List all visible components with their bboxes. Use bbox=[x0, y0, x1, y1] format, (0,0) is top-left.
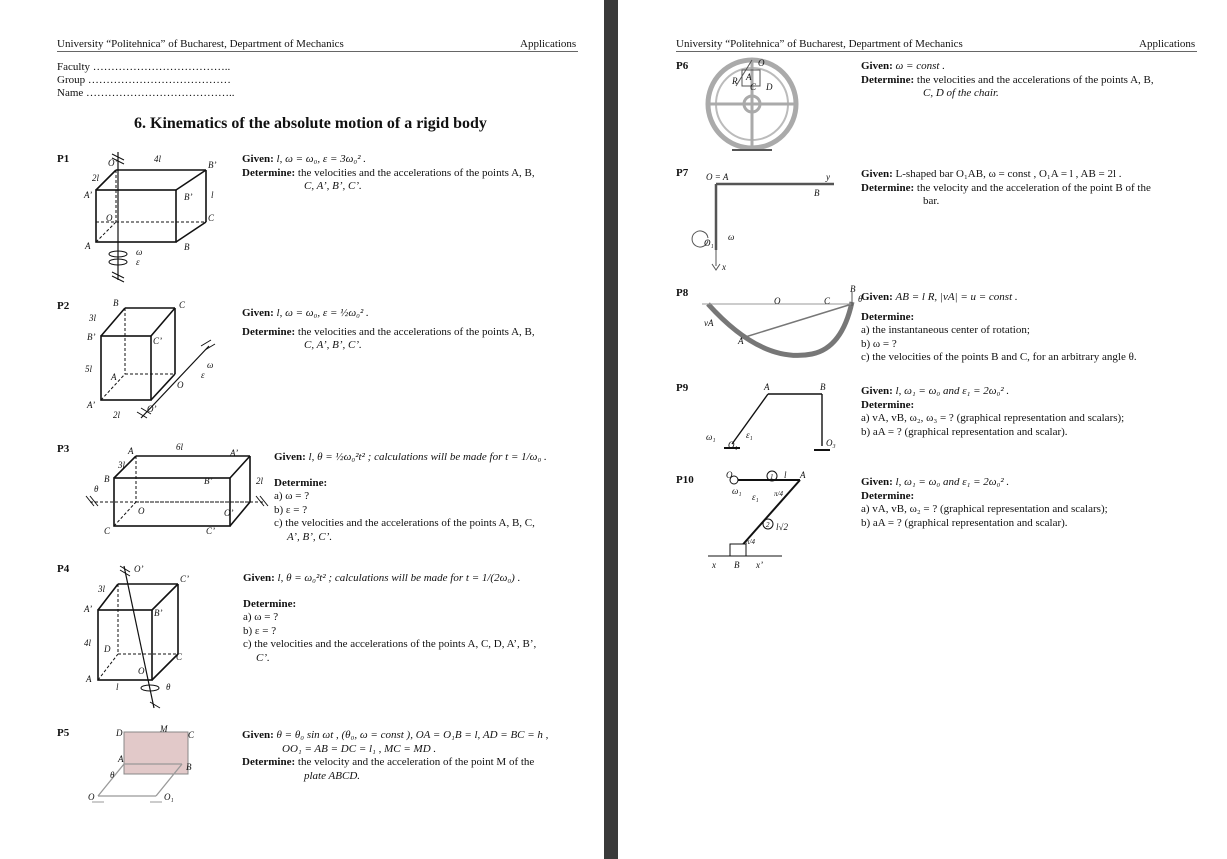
p3-theta: θ bbox=[94, 484, 99, 494]
p3-c: C bbox=[104, 526, 111, 536]
p8-va: vA bbox=[704, 318, 714, 328]
p4-text: Given: l, θ = ω₀²t² ; calculations will be made for t = 1/(2ω₀) . Determine: a) ω = ? b) ε = ? c) the velocities and the accelerations of the points A, C, D, A’, B’, C’. bbox=[243, 572, 537, 664]
p3-b-prime: B’ bbox=[204, 476, 213, 486]
p5-d: D bbox=[116, 728, 123, 738]
p5-m: M bbox=[160, 724, 168, 734]
p2-b: B bbox=[113, 298, 119, 308]
p4-det-c: c) the velocities and the accelerations of the points A, C, D, A’, B’, bbox=[243, 638, 537, 650]
p4-det-a: a) ω = ? bbox=[243, 611, 279, 623]
p2-3l: 3l bbox=[89, 313, 97, 323]
p1-b: B bbox=[184, 242, 190, 252]
p3-det-c2: A’, B’, C’. bbox=[287, 530, 333, 543]
p2-a: A bbox=[111, 372, 117, 382]
p5-given2: OO₁ = AB = DC = l₁ , MC = MD . bbox=[282, 742, 437, 755]
p8-det-c: c) the velocities of the points B and C, for an arbitrary angle θ. bbox=[861, 351, 1137, 363]
p10-label: P10 bbox=[676, 474, 694, 486]
p1-l: l bbox=[211, 190, 214, 200]
p3-text: Given: l, θ = ½ω₀²t² ; calculations will be made for t = 1/ω₀ . Determine: a) ω = ? b) ε = ? c) the velocities and the accelerations of the points A, B, C, A’, B’, C’. bbox=[274, 451, 547, 543]
p3-a: A bbox=[128, 446, 134, 456]
p7-determine2: bar. bbox=[923, 195, 940, 207]
p3-det-a: a) ω = ? bbox=[274, 490, 310, 502]
p6-r: R bbox=[732, 76, 738, 86]
p3-figure bbox=[84, 440, 270, 545]
p1-a: A bbox=[85, 241, 91, 251]
p10-given: l, ω₁ = ω₀ and ε₁ = 2ω₀² . bbox=[895, 476, 1010, 488]
p2-o: O bbox=[177, 380, 184, 390]
header-left: University “Politehnica” of Bucharest, Department of Mechanics bbox=[57, 38, 344, 50]
p2-figure bbox=[83, 298, 233, 423]
p9-a: A bbox=[764, 382, 770, 392]
p7-o1: O₁ bbox=[704, 238, 714, 248]
p6-c: C bbox=[750, 82, 757, 92]
p2-determine: the velocities and the accelerations of the points A, B, bbox=[297, 325, 535, 338]
p5-determine: the velocity and the acceleration of the point M of the bbox=[297, 756, 535, 768]
p5-determine2: plate ABCD. bbox=[304, 769, 361, 782]
p8-theta: θ bbox=[858, 294, 863, 304]
p8-label: P8 bbox=[676, 287, 689, 299]
p9-b: B bbox=[820, 382, 826, 392]
p10-o: O bbox=[726, 470, 733, 480]
p3-o: O bbox=[138, 506, 145, 516]
page-right bbox=[618, 0, 1227, 859]
p9-o1: O₁ bbox=[728, 440, 738, 450]
p1-determine2: C, A’, B’, C’. bbox=[304, 180, 362, 192]
p6-d: D bbox=[766, 82, 773, 92]
p6-o: O bbox=[758, 58, 765, 68]
p7-y: y bbox=[826, 172, 830, 182]
p4-det-b: b) ε = ? bbox=[243, 624, 277, 637]
p8-given: AB = l R, |vA| = u = const . bbox=[895, 291, 1018, 303]
page-left bbox=[0, 0, 604, 859]
p2-c: C bbox=[179, 300, 186, 310]
p8-figure bbox=[702, 284, 872, 364]
p4-given: l, θ = ω₀²t² ; calculations will be made for t = 1/(2ω₀) . bbox=[277, 572, 521, 584]
p5-text: Given: θ = θ₀ sin ωt , (θ₀, ω = const ), OA = O₁B = l, AD = BC = h , OO₁ = AB = DC = l₁ , MC = MD . Determine: the velocity and the acceleration of the point M of the plate ABCD. bbox=[242, 729, 549, 782]
p4-d: D bbox=[104, 644, 111, 654]
p10-pi4a: π/4 bbox=[774, 490, 783, 498]
p2-a-prime: A’ bbox=[87, 400, 96, 410]
p10-b: B bbox=[734, 560, 740, 570]
p3-b: B bbox=[104, 474, 110, 484]
p3-a-prime: A’ bbox=[230, 448, 239, 458]
p6-label: P6 bbox=[676, 60, 689, 72]
p7-given: L-shaped bar O₁AB, ω = const , O₁A = l , AB = 2l . bbox=[895, 168, 1122, 180]
p2-given: l, ω = ω₀, ε = ½ω₀² . bbox=[276, 307, 369, 319]
p1-a-prime: A’ bbox=[84, 190, 93, 200]
group-field[interactable]: Group ………………………………… bbox=[57, 74, 231, 86]
p10-c2: 2 bbox=[766, 521, 770, 529]
p9-det-a: a) vA, vB, ω₂, ω₃ = ? (graphical representation and scalars); bbox=[861, 412, 1125, 424]
p2-eps: ε bbox=[201, 370, 205, 380]
p3-det-b: b) ε = ? bbox=[274, 503, 308, 516]
p9-e1: ε₁ bbox=[746, 430, 753, 440]
p10-w1: ω₁ bbox=[732, 486, 742, 496]
p3-o-prime: O’ bbox=[224, 508, 234, 518]
p2-o-prime: O’ bbox=[147, 404, 157, 414]
p7-determine: the velocity and the acceleration of the point B of the bbox=[916, 181, 1151, 194]
p6-text: Given: ω = const . Determine: the velocities and the accelerations of the points A, B, C, D of the chair. bbox=[861, 60, 1154, 99]
name-field[interactable]: Name ………………………………….. bbox=[57, 87, 235, 99]
p1-determine: the velocities and the accelerations of the points A, B, bbox=[297, 166, 535, 179]
p10-c1: 1 bbox=[770, 473, 774, 481]
p1-o-prime: O’ bbox=[108, 158, 118, 168]
p7-figure bbox=[702, 170, 842, 275]
p7-o-eq-a: O = A bbox=[706, 172, 729, 182]
p1-2l: 2l bbox=[92, 173, 100, 183]
p8-text: Given: AB = l R, |vA| = u = const . Determine: a) the instantaneous center of rotation; b) ω = ? c) the velocities of the points B and C, for an arbitrary angle θ. bbox=[861, 291, 1137, 363]
p10-e1: ε₁ bbox=[752, 492, 759, 502]
p8-b: B bbox=[850, 284, 856, 294]
p9-given: l, ω₁ = ω₀ and ε₁ = 2ω₀² . bbox=[895, 385, 1010, 397]
p4-l: l bbox=[116, 682, 119, 692]
p10-a: A bbox=[800, 470, 806, 480]
faculty-field[interactable]: Faculty ……………………………….. bbox=[57, 61, 231, 73]
p4-a: A bbox=[86, 674, 92, 684]
p1-b-prime-2: B’ bbox=[208, 160, 217, 170]
p3-c-prime: C’ bbox=[206, 526, 215, 536]
p5-o: O bbox=[88, 792, 95, 802]
p4-o: O bbox=[138, 666, 145, 676]
header-left: University “Politehnica” of Bucharest, Department of Mechanics bbox=[676, 38, 963, 50]
p10-l: l bbox=[784, 470, 787, 480]
p10-pi4b: π/4 bbox=[746, 538, 755, 546]
p1-given: l, ω = ω₀, ε = 3ω₀² . bbox=[276, 153, 367, 165]
p4-a-prime: A’ bbox=[84, 604, 93, 614]
p6-a: A bbox=[746, 72, 752, 82]
p2-omega: ω bbox=[207, 360, 214, 370]
p9-w1: ω₁ bbox=[706, 432, 716, 442]
p10-det-a: a) vA, vB, ω₂ = ? (graphical representation and scalars); bbox=[861, 503, 1108, 515]
p4-theta: θ bbox=[166, 682, 171, 692]
p5-given: θ = θ₀ sin ωt , (θ₀, ω = const ), OA = O₁B = l, AD = BC = h , bbox=[276, 729, 549, 741]
p9-figure bbox=[702, 382, 842, 462]
p2-determine2: C, A’, B’, C’. bbox=[304, 339, 362, 351]
p6-given: ω = const . bbox=[895, 60, 945, 72]
p5-a: A bbox=[118, 754, 124, 764]
p8-c: C bbox=[824, 296, 831, 306]
p4-c-prime: C’ bbox=[180, 574, 189, 584]
p1-b-prime-1: B’ bbox=[184, 192, 193, 202]
p2-5l: 5l bbox=[85, 364, 93, 374]
p10-xp: x’ bbox=[756, 560, 763, 570]
header-right: Applications bbox=[520, 38, 577, 50]
p9-label: P9 bbox=[676, 382, 689, 394]
p10-text: Given: l, ω₁ = ω₀ and ε₁ = 2ω₀² . Determine: a) vA, vB, ω₂ = ? (graphical representation and scalars); b) aA = ? (graphical representation and scalar). bbox=[861, 476, 1108, 529]
p6-figure bbox=[702, 56, 812, 156]
p1-figure bbox=[78, 148, 228, 283]
p8-det-a: a) the instantaneous center of rotation; bbox=[861, 324, 1030, 336]
p9-text: Given: l, ω₁ = ω₀ and ε₁ = 2ω₀² . Determine: a) vA, vB, ω₂, ω₃ = ? (graphical representation and scalars); b) aA = ? (graphical representation and scalar). bbox=[861, 385, 1125, 438]
p1-4l: 4l bbox=[154, 154, 162, 164]
p4-c: C bbox=[176, 652, 183, 662]
p10-det-b: b) aA = ? (graphical representation and scalar). bbox=[861, 516, 1068, 529]
header-right: Applications bbox=[1139, 38, 1196, 50]
p3-label: P3 bbox=[57, 443, 70, 455]
p7-text: Given: L-shaped bar O₁AB, ω = const , O₁A = l , AB = 2l . Determine: the velocity and the acceleration of the point B of the bar. bbox=[861, 168, 1151, 207]
p9-det-b: b) aA = ? (graphical representation and scalar). bbox=[861, 425, 1068, 438]
p5-b: B bbox=[186, 762, 192, 772]
p1-c: C bbox=[208, 213, 215, 223]
p10-figure bbox=[702, 470, 842, 570]
p2-c-prime: C’ bbox=[153, 336, 162, 346]
p1-omega: ω bbox=[136, 247, 143, 257]
p3-det-c: c) the velocities and the accelerations of the points A, B, C, bbox=[274, 517, 535, 529]
p1-label: P1 bbox=[57, 153, 70, 165]
header-rule bbox=[57, 51, 578, 52]
p4-o-prime: O’ bbox=[134, 564, 144, 574]
p7-x: x bbox=[722, 262, 726, 272]
p2-label: P2 bbox=[57, 300, 70, 312]
page-gutter bbox=[604, 0, 618, 859]
p4-b-prime: B’ bbox=[154, 608, 163, 618]
p3-2l: 2l bbox=[256, 476, 264, 486]
p3-given: l, θ = ½ω₀²t² ; calculations will be made for t = 1/ω₀ . bbox=[308, 451, 547, 463]
p5-figure bbox=[84, 724, 204, 816]
p5-o1: O₁ bbox=[164, 792, 174, 802]
p10-lroot2: l√2 bbox=[776, 522, 788, 532]
p8-det-b: b) ω = ? bbox=[861, 337, 897, 350]
p4-3l: 3l bbox=[98, 584, 106, 594]
p2-2l: 2l bbox=[113, 410, 121, 420]
p2-b-prime: B’ bbox=[87, 332, 96, 342]
section-title: 6. Kinematics of the absolute motion of a rigid body bbox=[134, 115, 487, 132]
p6-determine2: C, D of the chair. bbox=[923, 87, 999, 99]
p7-omega: ω bbox=[728, 232, 735, 242]
p3-3l: 3l bbox=[118, 460, 126, 470]
p5-c: C bbox=[188, 730, 195, 740]
p4-4l: 4l bbox=[84, 638, 92, 648]
p2-text: Given: l, ω = ω₀, ε = ½ω₀² . Determine: the velocities and the accelerations of the points A, B, C, A’, B’, C’. bbox=[242, 307, 535, 351]
p6-determine: the velocities and the accelerations of the points A, B, bbox=[916, 73, 1154, 86]
p8-a: A bbox=[738, 336, 744, 346]
p5-theta: θ bbox=[110, 770, 115, 780]
p7-label: P7 bbox=[676, 167, 689, 179]
p4-figure bbox=[84, 562, 204, 712]
p4-label: P4 bbox=[57, 563, 70, 575]
p1-eps: ε bbox=[136, 257, 140, 267]
header-rule bbox=[676, 51, 1197, 52]
p8-o: O bbox=[774, 296, 781, 306]
p10-x: x bbox=[712, 560, 716, 570]
p4-det-c2: C’. bbox=[256, 651, 270, 664]
p5-label: P5 bbox=[57, 727, 70, 739]
p9-o3: O₃ bbox=[826, 438, 836, 448]
p1-text: Given: l, ω = ω₀, ε = 3ω₀² . Determine: the velocities and the accelerations of the points A, B, C, A’, B’, C’. bbox=[242, 153, 535, 192]
p3-6l: 6l bbox=[176, 442, 184, 452]
p7-b: B bbox=[814, 188, 820, 198]
p1-o: O bbox=[106, 213, 113, 223]
